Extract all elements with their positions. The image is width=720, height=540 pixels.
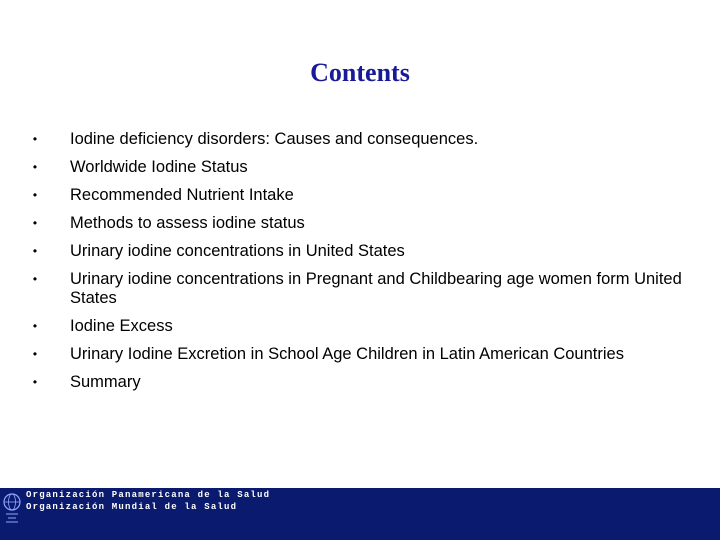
footer-org-line-1: Organización Panamericana de la Salud: [26, 490, 271, 500]
list-item-text: Urinary iodine concentrations in Pregnant and Childbearing age women form United States: [70, 270, 682, 307]
footer-org-line-2: Organización Mundial de la Salud: [26, 502, 238, 512]
list-item-text: Iodine Excess: [70, 317, 173, 335]
footer-banner: [0, 488, 720, 540]
bullet: •: [32, 132, 38, 146]
bullet: •: [32, 319, 38, 333]
list-item-text: Summary: [70, 373, 141, 391]
bullet: •: [32, 272, 38, 286]
list-item-text: Methods to assess iodine status: [70, 214, 305, 232]
list-item-text: Recommended Nutrient Intake: [70, 186, 294, 204]
list-item-text: Urinary Iodine Excretion in School Age Children in Latin American Countries: [70, 345, 624, 363]
list-item-text: Iodine deficiency disorders: Causes and consequences.: [70, 130, 479, 148]
bullet: •: [32, 216, 38, 230]
bullet: •: [32, 160, 38, 174]
list-item-text: Worldwide Iodine Status: [70, 158, 248, 176]
slide-title-text: Contents: [310, 58, 410, 87]
bullet: •: [32, 375, 38, 389]
bullet: •: [32, 347, 38, 361]
paho-logo-icon: [2, 490, 22, 538]
list-item-text: Urinary iodine concentrations in United States: [70, 242, 405, 260]
bullet: •: [32, 244, 38, 258]
bullet: •: [32, 188, 38, 202]
